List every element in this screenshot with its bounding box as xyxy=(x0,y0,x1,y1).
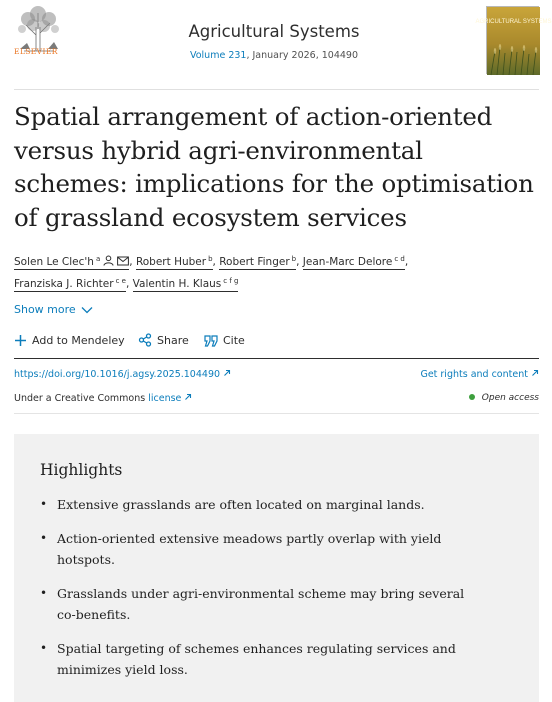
highlight-item: • Grasslands under agri-environmental scheme may bring several co-benefits. xyxy=(40,583,470,625)
author-link[interactable]: Robert Huber $^b$ xyxy=(135,255,213,268)
get-rights-link[interactable]: Get rights and content xyxy=(420,369,539,380)
share-button[interactable]: Share xyxy=(138,333,189,349)
person-icon xyxy=(103,255,114,266)
highlight-item: • Extensive grasslands are often located on marginal lands. xyxy=(40,494,470,515)
volume-link[interactable]: Volume 231 xyxy=(189,50,247,61)
journal-title[interactable]: Agricultural Systems xyxy=(188,22,360,41)
author-list: Solen Le Clec'h $^a$ , Robert Huber $^b$, Robert Finger $^b$, Jean-Marc Delore $^{c d}$, Franziska J. Richter $^{c e}$, Valentin H. Klaus $^{c f g}$ xyxy=(14,255,409,290)
divider xyxy=(14,413,539,414)
divider xyxy=(14,358,539,359)
article-title: Spatial arrangement of action-oriented versus hybrid agri-environmental schemes: implications for the optimisation of grassland ecosystem services xyxy=(14,102,534,232)
author-link[interactable]: Valentin H. Klaus $^{c f g}$ xyxy=(132,277,239,290)
author-link[interactable]: Robert Finger $^b$ xyxy=(219,255,297,268)
journal-cover-thumbnail[interactable] xyxy=(475,6,552,74)
doi-link[interactable]: https://doi.org/10.1016/j.agsy.2025.104490 xyxy=(14,369,231,380)
highlights-section xyxy=(14,434,539,702)
highlights-heading: Highlights xyxy=(40,461,123,479)
chevron-down-icon xyxy=(81,306,93,314)
highlight-item: • Action-oriented extensive meadows partly overlap with yield hotspots. xyxy=(40,528,470,570)
show-more-button[interactable]: Show more xyxy=(14,303,93,316)
external-link-arrow-icon xyxy=(184,393,192,401)
open-access-badge: Open access xyxy=(469,393,539,403)
license-statement: Under a Creative Commons license xyxy=(14,393,192,404)
plus-icon xyxy=(14,334,27,347)
share-icon xyxy=(138,333,152,347)
journal-issue-info xyxy=(14,50,534,61)
cover-title: AGRICULTURAL SYSTEMS xyxy=(475,19,552,25)
add-to-mendeley-button[interactable]: Add to Mendeley xyxy=(14,333,125,349)
author-link[interactable]: Solen Le Clec'h $^a$ xyxy=(14,256,129,270)
external-link-arrow-icon xyxy=(223,369,231,377)
open-access-dot-icon xyxy=(469,394,475,400)
highlight-item: • Spatial targeting of schemes enhances regulating services and minimizes yield loss. xyxy=(40,638,470,680)
external-link-arrow-icon xyxy=(531,369,539,377)
cite-button[interactable]: Cite xyxy=(204,333,245,349)
envelope-icon xyxy=(117,256,129,266)
author-link[interactable]: Jean-Marc Delore $^{c d}$ xyxy=(302,255,405,268)
quote-icon xyxy=(204,335,218,347)
author-link[interactable]: Franziska J. Richter $^{c e}$ xyxy=(14,277,126,290)
issue-details: , January 2026, 104490 xyxy=(246,50,359,61)
license-link[interactable]: license xyxy=(148,393,192,404)
highlights-list xyxy=(40,494,470,693)
publisher-wordmark: ELSEVIER xyxy=(14,47,58,56)
journal-header xyxy=(14,0,552,90)
